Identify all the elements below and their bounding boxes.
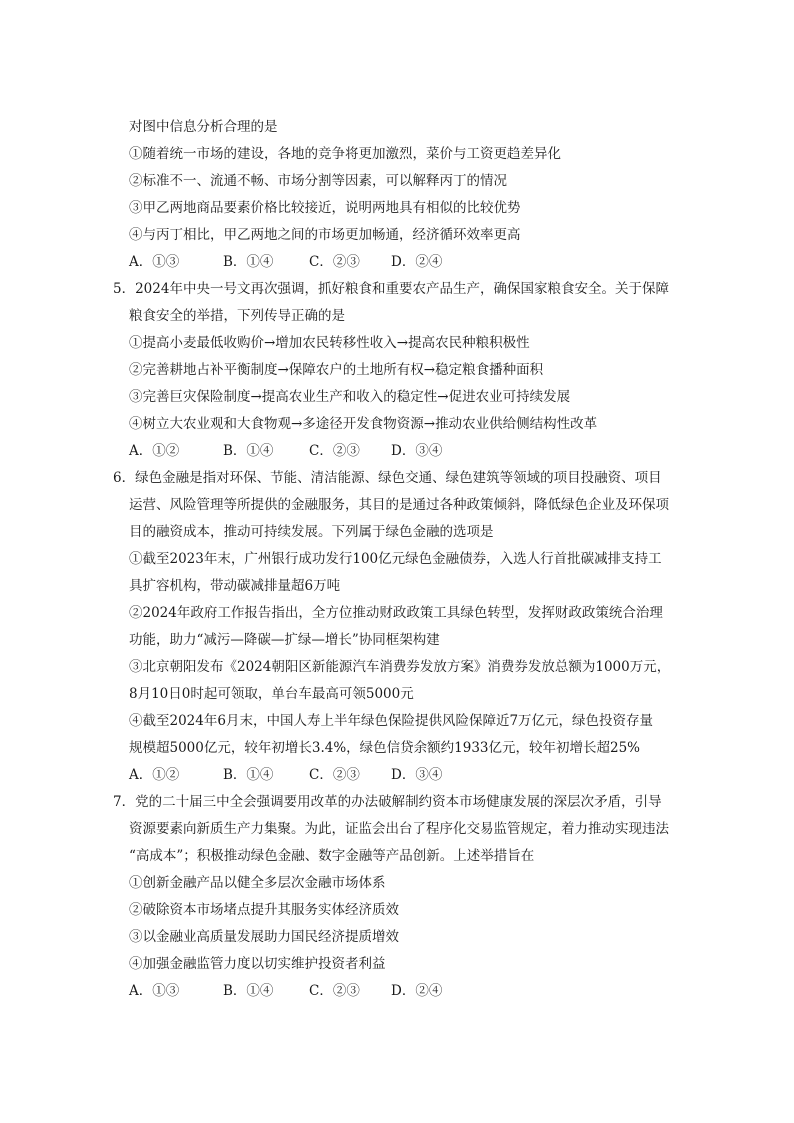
option-d[interactable]: D．②④: [391, 983, 443, 999]
option-b[interactable]: B．①④: [223, 254, 274, 270]
question-5-item-2: ②完善耕地占补平衡制度→保障农户的土地所有权→稳定粮食播种面积: [129, 362, 544, 378]
question-5-item-3: ③完善巨灾保险制度→提高农业生产和收入的稳定性→促进农业可持续发展: [129, 389, 571, 405]
question-6-item-1-line-2: 具扩容机构，带动碳减排量超6万吨: [129, 578, 341, 594]
question-6-item-1-line-1: ①截至2023年末，广州银行成功发行100亿元绿色金融债券，入选人行首批碳减排支持工: [129, 551, 662, 567]
question-7-item-1: ①创新金融产品以健全多层次金融市场体系: [129, 875, 386, 891]
question-6-item-4-line-1: ④截至2024年6月末，中国人寿上半年绿色保险提供风险保障近7万亿元，绿色投资存量: [129, 713, 654, 729]
option-d[interactable]: D．③④: [391, 443, 443, 459]
option-d[interactable]: D．②④: [391, 254, 443, 270]
question-6-stem-line-2: 运营、风险管理等所提供的金融服务，其目的是通过各种政策倾斜，降低绿色企业及环保项: [129, 497, 669, 513]
question-6-stem-line-1: 6．绿色金融是指对环保、节能、清洁能源、绿色交通、绿色建筑等领域的项目投融资、项目: [113, 470, 662, 486]
question-7-stem-line-2: 资源要素向新质生产力集聚。为此，证监会出台了程序化交易监管规定，着力推动实现违法: [129, 821, 669, 837]
option-a[interactable]: A．①②: [129, 767, 180, 783]
question-7-item-4: ④加强金融监管力度以切实维护投资者利益: [129, 956, 386, 972]
question-7-stem-line-1: 7．党的二十届三中全会强调要用改革的办法破解制约资本市场健康发展的深层次矛盾，引导: [113, 794, 662, 810]
question-5-stem-line-2: 粮食安全的举措，下列传导正确的是: [129, 308, 345, 324]
question-4-item-3: ③甲乙两地商品要素价格比较接近，说明两地具有相似的比较优势: [129, 200, 521, 216]
question-5-stem-line-1: 5．2024年中央一号文再次强调，抓好粮食和重要农产品生产，确保国家粮食安全。关于保障: [113, 281, 669, 297]
question-4-item-2: ②标准不一、流通不畅、市场分割等因素，可以解释丙丁的情况: [129, 173, 507, 189]
option-b[interactable]: B．①④: [223, 443, 274, 459]
option-c[interactable]: C．②③: [309, 767, 360, 783]
question-5-item-1: ①提高小麦最低收购价→增加农民转移性收入→提高农民种粮积极性: [129, 335, 530, 351]
question-5-item-4: ④树立大农业观和大食物观→多途径开发食物资源→推动农业供给侧结构性改革: [129, 416, 598, 432]
question-4-item-4: ④与丙丁相比，甲乙两地之间的市场更加畅通，经济循环效率更高: [129, 227, 521, 243]
question-6-item-2-line-1: ②2024年政府工作报告指出，全方位推动财政政策工具绿色转型，发挥财政政策统合治理: [129, 605, 663, 621]
question-7-item-2: ②破除资本市场堵点提升其服务实体经济质效: [129, 902, 399, 918]
question-4-stem: 对图中信息分析合理的是: [129, 119, 278, 135]
option-a[interactable]: A．①③: [129, 254, 180, 270]
question-6-item-2-line-2: 功能，助力“减污—降碳—扩绿—增长”协同框架构建: [129, 632, 440, 648]
option-a[interactable]: A．①②: [129, 443, 180, 459]
option-c[interactable]: C．②③: [309, 254, 360, 270]
option-b[interactable]: B．①④: [223, 983, 274, 999]
option-b[interactable]: B．①④: [223, 767, 274, 783]
option-c[interactable]: C．②③: [309, 443, 360, 459]
option-c[interactable]: C．②③: [309, 983, 360, 999]
question-7-stem-line-3: “高成本”；积极推动绿色金融、数字金融等产品创新。上述举措旨在: [129, 848, 535, 864]
question-6-item-3-line-2: 8月10日0时起可领取，单台车最高可领5000元: [129, 686, 414, 702]
question-6-item-3-line-1: ③北京朝阳发布《2024朝阳区新能源汽车消费券发放方案》消费券发放总额为1000万元，: [129, 659, 671, 675]
option-d[interactable]: D．③④: [391, 767, 443, 783]
question-4-item-1: ①随着统一市场的建设，各地的竞争将更加激烈，菜价与工资更趋差异化: [129, 146, 561, 162]
question-6-stem-line-3: 目的融资成本，推动可持续发展。下列属于绿色金融的选项是: [129, 524, 494, 540]
option-a[interactable]: A．①③: [129, 983, 180, 999]
question-7-item-3: ③以金融业高质量发展助力国民经济提质增效: [129, 929, 399, 945]
question-6-item-4-line-2: 规模超5000亿元，较年初增长3.4%，绿色信贷余额约1933亿元，较年初增长超25%: [129, 740, 641, 756]
